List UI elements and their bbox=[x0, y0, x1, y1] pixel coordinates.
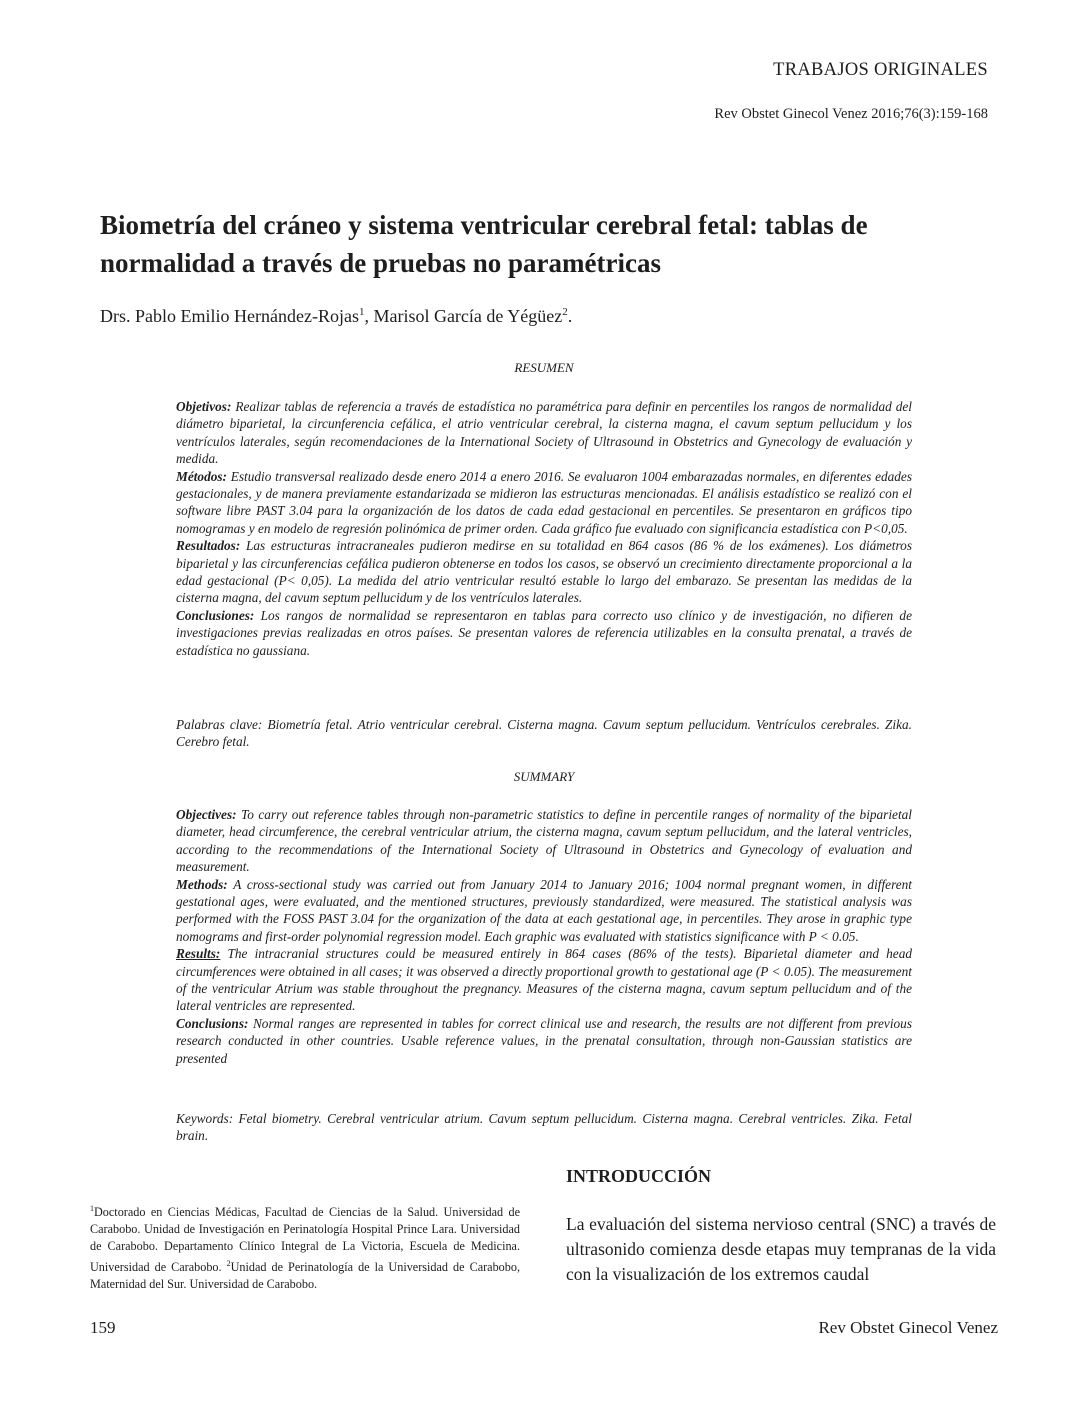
palabras-clave: Palabras clave: Biometría fetal. Atrio ventricular cerebral. Cisterna magna. Cavum septum pellucidum. Ventrículos cerebrales. Zika. Cerebro fetal. bbox=[176, 717, 912, 750]
authors-separator: , Marisol García de Yégüez bbox=[364, 306, 563, 326]
results-text: The intracranial structures could be measured entirely in 864 cases (86% of the tests). Biparietal diameter and head circumferences were obtained in all cases; it was observed a directly proportional growth to gestational age (P < 0.05). The measurement of the ventricular Atrium was stable throughout the pregnancy. Measures of the cisterna magna, cavum septum pellucidum and of the lateral ventricles are represented. bbox=[176, 946, 912, 1014]
objectives-label: Objectives: bbox=[176, 807, 237, 822]
resumen-conclusiones bbox=[176, 607, 912, 659]
conclusiones-label: Conclusiones: bbox=[176, 607, 255, 623]
article-title: Biometría del cráneo y sistema ventricular cerebral fetal: tablas de normalidad a través de pruebas no paramétricas bbox=[100, 210, 868, 278]
author-affiliation-2: 2 bbox=[562, 306, 568, 318]
resumen-body bbox=[176, 398, 912, 659]
metodos-label: Métodos: bbox=[176, 468, 227, 484]
page-number: 159 bbox=[90, 1318, 116, 1337]
journal-citation: Rev Obstet Ginecol Venez 2016;76(3):159-168 bbox=[714, 106, 988, 122]
conclusions-label: Conclusions: bbox=[176, 1015, 249, 1031]
resumen-metodos bbox=[176, 468, 912, 538]
summary-methods bbox=[176, 876, 912, 946]
conclusiones-text: Los rangos de normalidad se representaron en tablas para correcto uso clínico y de investigación, no difieren de investigaciones previas realizadas en otros países. Se presentan valores de referencia utilizables en la consulta prenatal, a través de estadística no gaussiana. bbox=[176, 607, 912, 658]
introduction-heading: INTRODUCCIÓN bbox=[566, 1166, 712, 1186]
summary-heading: SUMMARY bbox=[513, 769, 575, 784]
metodos-text: Estudio transversal realizado desde enero 2014 a enero 2016. Se evaluaron 1004 embarazadas normales, en diferentes edades gestacionales, y de manera previamente estandarizada se midieron las estructuras mencionadas. El análisis estadístico se realizó con el software libre PAST 3.04 para la organización de los datos de cada edad gestacional en percentiles. Se presentaron en gráficos tipo nomogramas y en modelo de regresión polinómica de primer orden. Cada gráfico fue evaluado con significancia estadística con P<0,05. bbox=[176, 468, 912, 536]
summary-body bbox=[176, 806, 912, 1067]
introduction-text: La evaluación del sistema nervioso central (SNC) a través de ultrasonido comienza desde etapas muy tempranas de la vida con la visualización de los extremos caudal bbox=[566, 1214, 996, 1284]
section-label: TRABAJOS ORIGINALES bbox=[773, 60, 988, 80]
footnote-text-1: Doctorado en Ciencias Médicas, Facultad de Ciencias de la Salud. Universidad de Carabobo. Unidad de Investigación en Perinatología Hospital Prince Lara. Universidad de Carabobo. Departamento Clínico Integral de La Victoria, Escuela de Medicina. Universidad de Carabobo. bbox=[90, 1205, 520, 1275]
authors-prefix: Drs. Pablo Emilio Hernández-Rojas bbox=[100, 306, 359, 326]
footnote-text-2: Unidad de Perinatología de la Universidad de Carabobo, Maternidad del Sur. Universidad de Carabobo. bbox=[90, 1260, 520, 1292]
methods-label: Methods: bbox=[176, 876, 228, 892]
footnote-marker-2: 2 bbox=[226, 1259, 231, 1269]
resultados-label: Resultados: bbox=[176, 538, 241, 554]
objectives-text: To carry out reference tables through non-parametric statistics to define in percentile ranges of normality of the biparietal diameter, head circumference, the cerebral ventricular atrium, the cisterna magna, cavum septum pellucidum, and the lateral ventricles, according to the recommendations of the International Society of Ultrasound in Obstetrics and Gynecology of evaluation and measurement. bbox=[176, 807, 912, 875]
affiliation-footnote bbox=[90, 1200, 520, 1293]
resumen-heading: RESUMEN bbox=[514, 360, 574, 375]
objetivos-text: Realizar tablas de referencia a través de estadística no paramétrica para definir en percentiles los rangos de normalidad del diámetro biparietal, la circunferencia cefálica, el atrio ventricular cerebral, la cisterna magna, el cavum septum pellucidum y los ventrículos laterales, según recomendaciones de la International Society of Ultrasound in Obstetrics and Gynecology de evaluación y medida. bbox=[176, 399, 912, 467]
resultados-text: Las estructuras intracraneales pudieron medirse en su totalidad en 864 casos (86 % de los exámenes). Los diámetros biparietal y las circunferencias cefálica pudieron obtenerse en todos los casos, se observó un crecimiento directamente proporcional a la edad gestacional (P< 0,05). La medida del atrio ventricular resultó estable lo largo del embarazo. Se presentan las medidas de la cisterna magna, del cavum septum pellucidum y de los ventrículos laterales. bbox=[176, 538, 912, 606]
summary-conclusions bbox=[176, 1015, 912, 1067]
authors-end: . bbox=[567, 306, 573, 326]
running-footer: Rev Obstet Ginecol Venez bbox=[818, 1318, 998, 1337]
results-label: Results: bbox=[176, 946, 221, 962]
resumen-objetivos bbox=[176, 398, 912, 468]
author-list bbox=[100, 306, 990, 327]
footnote-marker-1: 1 bbox=[90, 1204, 94, 1213]
keywords: Keywords: Fetal biometry. Cerebral ventricular atrium. Cavum septum pellucidum. Cisterna magna. Cerebral ventricles. Zika. Fetal brain. bbox=[176, 1111, 912, 1144]
summary-results bbox=[176, 945, 912, 1015]
author-affiliation-1: 1 bbox=[358, 306, 365, 318]
resumen-resultados bbox=[176, 537, 912, 607]
conclusions-text: Normal ranges are represented in tables for correct clinical use and research, the results are not different from previous research conducted in other countries. Usable reference values, in the prenatal consultation, through non-Gaussian statistics are presented bbox=[176, 1015, 912, 1066]
summary-objectives bbox=[176, 806, 912, 876]
objetivos-label: Objetivos: bbox=[176, 399, 232, 414]
methods-text: A cross-sectional study was carried out from January 2014 to January 2016; 1004 normal pregnant women, in different gestational ages, were evaluated, and the mentioned structures, previously standardized, were measured. The statistical analysis was performed with the FOSS PAST 3.04 for the organization of the data at each gestational age, in percentiles. They arose in graphic type nomograms and first-order polynomial regression model. Each graphic was evaluated with statistics significance with P < 0.05. bbox=[176, 876, 912, 944]
